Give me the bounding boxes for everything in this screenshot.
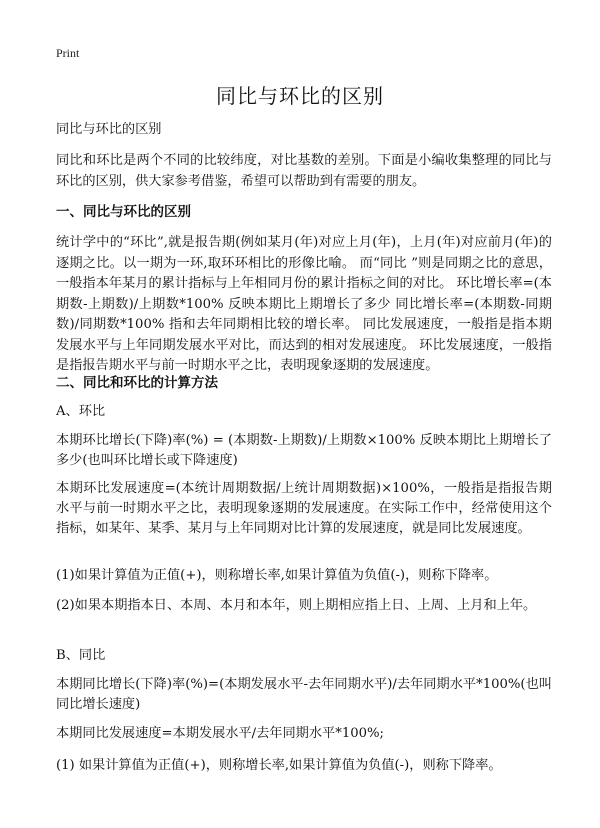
section-a-paragraph-4: (2)如果本期指本日、本周、本月和本年，则上期相应指上日、上周、上月和上年。 xyxy=(56,598,537,613)
section-b-paragraph-1: 本期同比增长(下降)率(%)=(本期发展水平-去年同期水平)/去年同期水平*100%(也叫同比增长速度) xyxy=(56,677,552,712)
section-a-paragraph-3: (1)如果计算值为正值(+)，则称增长率,如果计算值为负值(-)，则称下降率。 xyxy=(56,568,498,583)
subtitle: 同比与环比的区别 xyxy=(56,122,162,137)
section-a-label: A、环比 xyxy=(56,404,106,419)
intro-paragraph: 同比和环比是两个不同的比较纬度，对比基数的差别。下面是小编收集整理的同比与环比的区别，供大家参考借鉴，希望可以帮助到有需要的朋友。 xyxy=(56,153,552,189)
section-b-paragraph-3: (1) 如果计算值为正值(+)，则称增长率,如果计算值为负值(-)，则称下降率。 xyxy=(56,758,502,773)
section-a-paragraph-1: 本期环比增长(下降)率(%) = (本期数-上期数)/上期数×100% 反映本期比上期增长了多少(也叫环比增长或下降速度) xyxy=(56,433,552,468)
page-title: 同比与环比的区别 xyxy=(216,84,384,108)
section-b-label: B、同比 xyxy=(56,648,106,663)
section-b-paragraph-2: 本期同比发展速度=本期发展水平/去年同期水平*100%; xyxy=(56,726,384,741)
section-a-paragraph-2: 本期环比发展速度=(本统计周期数据/上统计周期数据)×100%，一般指是指报告期水平与前一时期水平之比，表明现象逐期的发展速度。在实际工作中，经常使用这个指标，如某年、某季、某月与上年同期对比计算的发展速度，就是同比发展速度。 xyxy=(56,481,552,536)
print-link[interactable]: Print xyxy=(56,46,80,60)
section1-body: 统计学中的“环比”,就是报告期(例如某月(年)对应上月(年)，上月(年)对应前月(年)的逐期之比。以一期为一环,取环环相比的形像比喻。 而“同比 ”则是同期之比的意思，一般指本年某月的累计指标与上年相同月份的累计指标之间的对比。 环比增长率=(本期数-上期数)/上期数*100% 反映本期比上期增长了多少 同比增长率=(本期数-同期数)/同期数*100% 指和去年同期相比较的增长率。 同比发展速度，一般指是指本期发展水平与上年同期发展水平对比，而达到的相对发展速度。 环比发展速度，一般指是指报告期水平与前一时期水平之比，表明现象逐期的发展速度。 xyxy=(56,235,552,373)
section2-heading: 二、同比和环比的计算方法 xyxy=(56,375,218,391)
section1-heading: 一、同比与环比的区别 xyxy=(56,204,191,220)
